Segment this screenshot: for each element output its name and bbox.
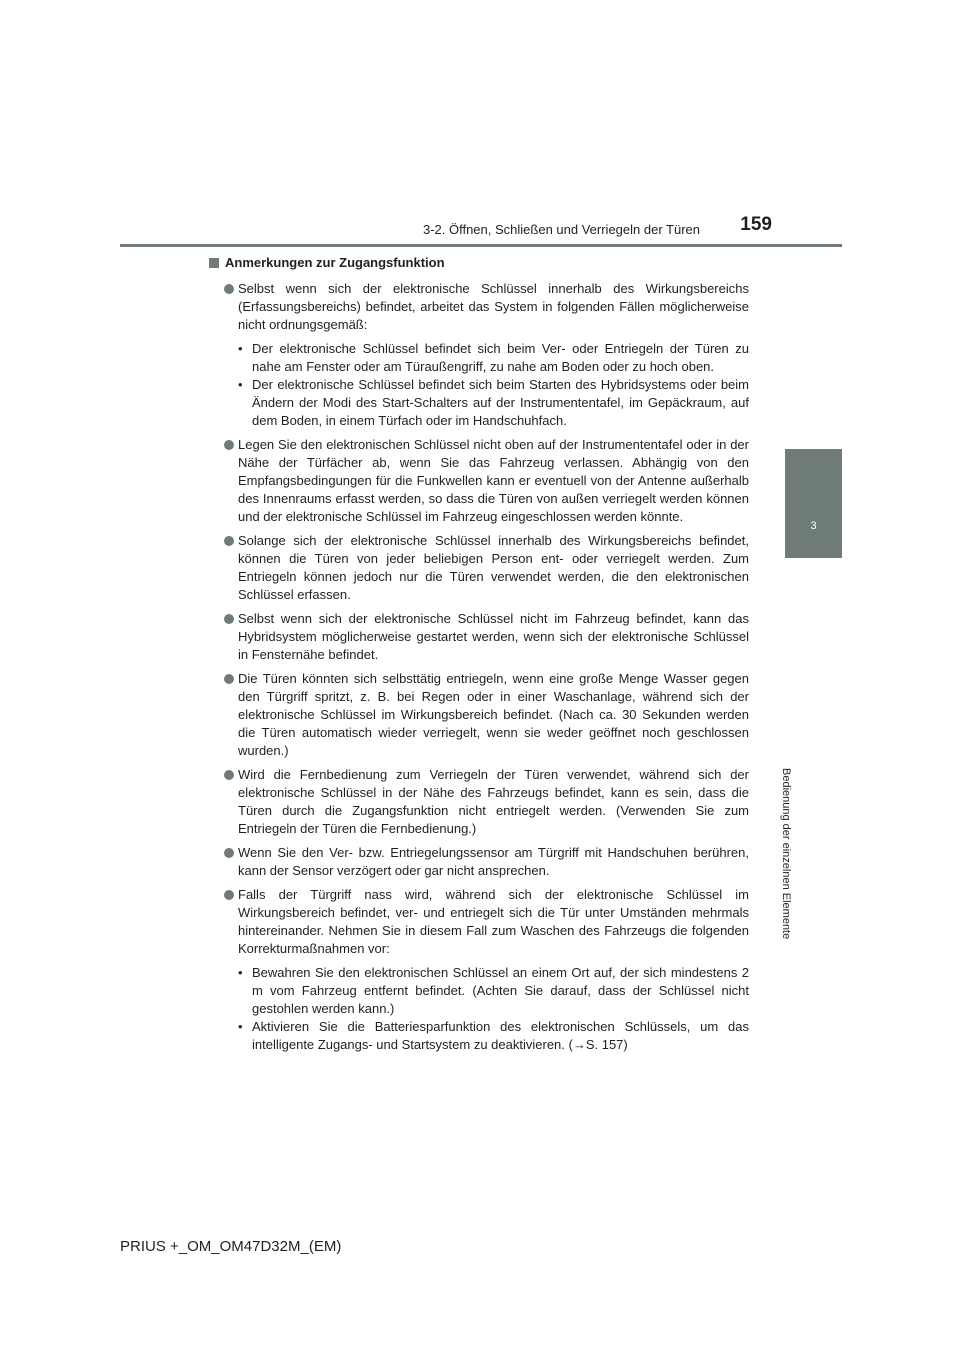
sub-list-item [238, 340, 749, 376]
circle-bullet-icon [224, 614, 234, 624]
list-item-text: Selbst wenn sich der elektronische Schlüssel nicht im Fahrzeug befindet, kann das Hybridsystem möglicherweise gestartet werden, wenn sich der elektronische Schlüssel in Fensternähe befindet. [238, 611, 749, 662]
sub-list-item-text: Bewahren Sie den elektronischen Schlüssel an einem Ort auf, der sich mindestens 2 m vom Fahrzeug entfernt befindet. (Achten Sie darauf, dass der Schlüssel nicht gestohlen werden kann.) [252, 965, 749, 1016]
chapter-label: Bedienung der einzelnen Elemente [780, 768, 792, 940]
sub-list-item-text: Der elektronische Schlüssel befindet sich beim Ver- oder Entriegeln der Türen zu nahe am Fenster oder am Türaußengriff, zu nahe am Boden oder zu hoch oben. [252, 341, 749, 374]
sub-list [238, 964, 749, 1054]
sub-list-item [238, 964, 749, 1018]
dot-bullet-icon: • [238, 377, 243, 392]
section-heading-text: Anmerkungen zur Zugangsfunktion [225, 255, 445, 270]
square-bullet-icon [209, 258, 219, 268]
list-item [209, 436, 749, 526]
circle-bullet-icon [224, 674, 234, 684]
sub-list-item [238, 376, 749, 430]
circle-bullet-icon [224, 848, 234, 858]
circle-bullet-icon [224, 770, 234, 780]
circle-bullet-icon [224, 536, 234, 546]
list-item [209, 886, 749, 1054]
sub-list-item [238, 1018, 749, 1054]
chapter-tab [785, 449, 842, 558]
page-content [209, 254, 749, 1060]
dot-bullet-icon: • [238, 1019, 243, 1034]
list-item-text: Selbst wenn sich der elektronische Schlüssel innerhalb des Wirkungsbereichs (Erfassungsbereichs) befindet, arbeitet das System in folgenden Fällen möglicherweise nicht ordnungsgemäß: [238, 281, 749, 332]
dot-bullet-icon: • [238, 965, 243, 980]
page-header [120, 214, 842, 246]
list-item-text: Die Türen könnten sich selbsttätig entriegeln, wenn eine große Menge Wasser gegen den Türgriff spritzt, z. B. bei Regen oder in einer Waschanlage, während sich der elektronische Schlüssel im Wirkungsbereich befindet. (Nach ca. 30 Sekunden werden die Türen automatisch wieder verriegelt, wenn sie weder geöffnet noch geschlossen wurden.) [238, 671, 749, 758]
header-rule [120, 244, 842, 247]
chapter-number: 3 [810, 520, 817, 532]
sub-list-item-text: Aktivieren Sie die Batteriesparfunktion des elektronischen Schlüssels, um das intelligente Zugangs- und Startsystem zu deaktivieren. (→S. 157) [252, 1019, 749, 1052]
dot-bullet-icon: • [238, 341, 243, 356]
page-number: 159 [740, 214, 772, 235]
list-item [209, 670, 749, 760]
circle-bullet-icon [224, 440, 234, 450]
list-item [209, 766, 749, 838]
circle-bullet-icon [224, 284, 234, 294]
list-item-text: Solange sich der elektronische Schlüssel innerhalb des Wirkungsbereichs befindet, können die Türen von jeder beliebigen Person ent- oder verriegelt werden. Zum Entriegeln können jedoch nur die Türen verwendet werden, die den elektronischen Schlüssel erfassen. [238, 533, 749, 602]
list-item-text: Falls der Türgriff nass wird, während sich der elektronische Schlüssel im Wirkungsbereich befindet, ver- und entriegelt sich die Tür unter Umständen mehrmals hintereinander. Nehmen Sie in diesem Fall zum Waschen des Fahrzeugs die folgenden Korrekturmaßnahmen vor: [238, 887, 749, 956]
list-item [209, 844, 749, 880]
list-item [209, 610, 749, 664]
list-item [209, 532, 749, 604]
document-code: PRIUS +_OM_OM47D32M_(EM) [120, 1238, 342, 1255]
section-heading [209, 254, 749, 272]
sub-list [238, 340, 749, 430]
section-title: 3-2. Öffnen, Schließen und Verriegeln der Türen [422, 222, 700, 237]
sub-list-item-text: Der elektronische Schlüssel befindet sich beim Starten des Hybridsystems oder beim Ändern der Modi des Start-Schalters auf der Instrumententafel, im Gepäckraum, auf dem Boden, in einem Türfach oder im Handschuhfach. [252, 377, 749, 428]
list-item-text: Legen Sie den elektronischen Schlüssel nicht oben auf der Instrumententafel oder in der Nähe der Türfächer ab, wenn Sie das Fahrzeug verlassen. Abhängig von den Empfangsbedingungen für die Funkwellen kann er eventuell von der Antenne außerhalb des Innenraums erfasst werden, so dass die Türen von außen verriegelt werden können und der elektronische Schlüssel im Fahrzeug eingeschlossen werden könnte. [238, 437, 749, 524]
list-item-text: Wird die Fernbedienung zum Verriegeln der Türen verwendet, während sich der elektronische Schlüssel in der Nähe des Fahrzeugs befindet, kann es sein, dass die Türen durch die Zugangsfunktion nicht entriegelt werden. (Verwenden Sie zum Entriegeln der Türen die Fernbedienung.) [238, 767, 749, 836]
circle-bullet-icon [224, 890, 234, 900]
list-item [209, 280, 749, 430]
list-item-text: Wenn Sie den Ver- bzw. Entriegelungssensor am Türgriff mit Handschuhen berühren, kann der Sensor verzögert oder gar nicht ansprechen. [238, 845, 749, 878]
